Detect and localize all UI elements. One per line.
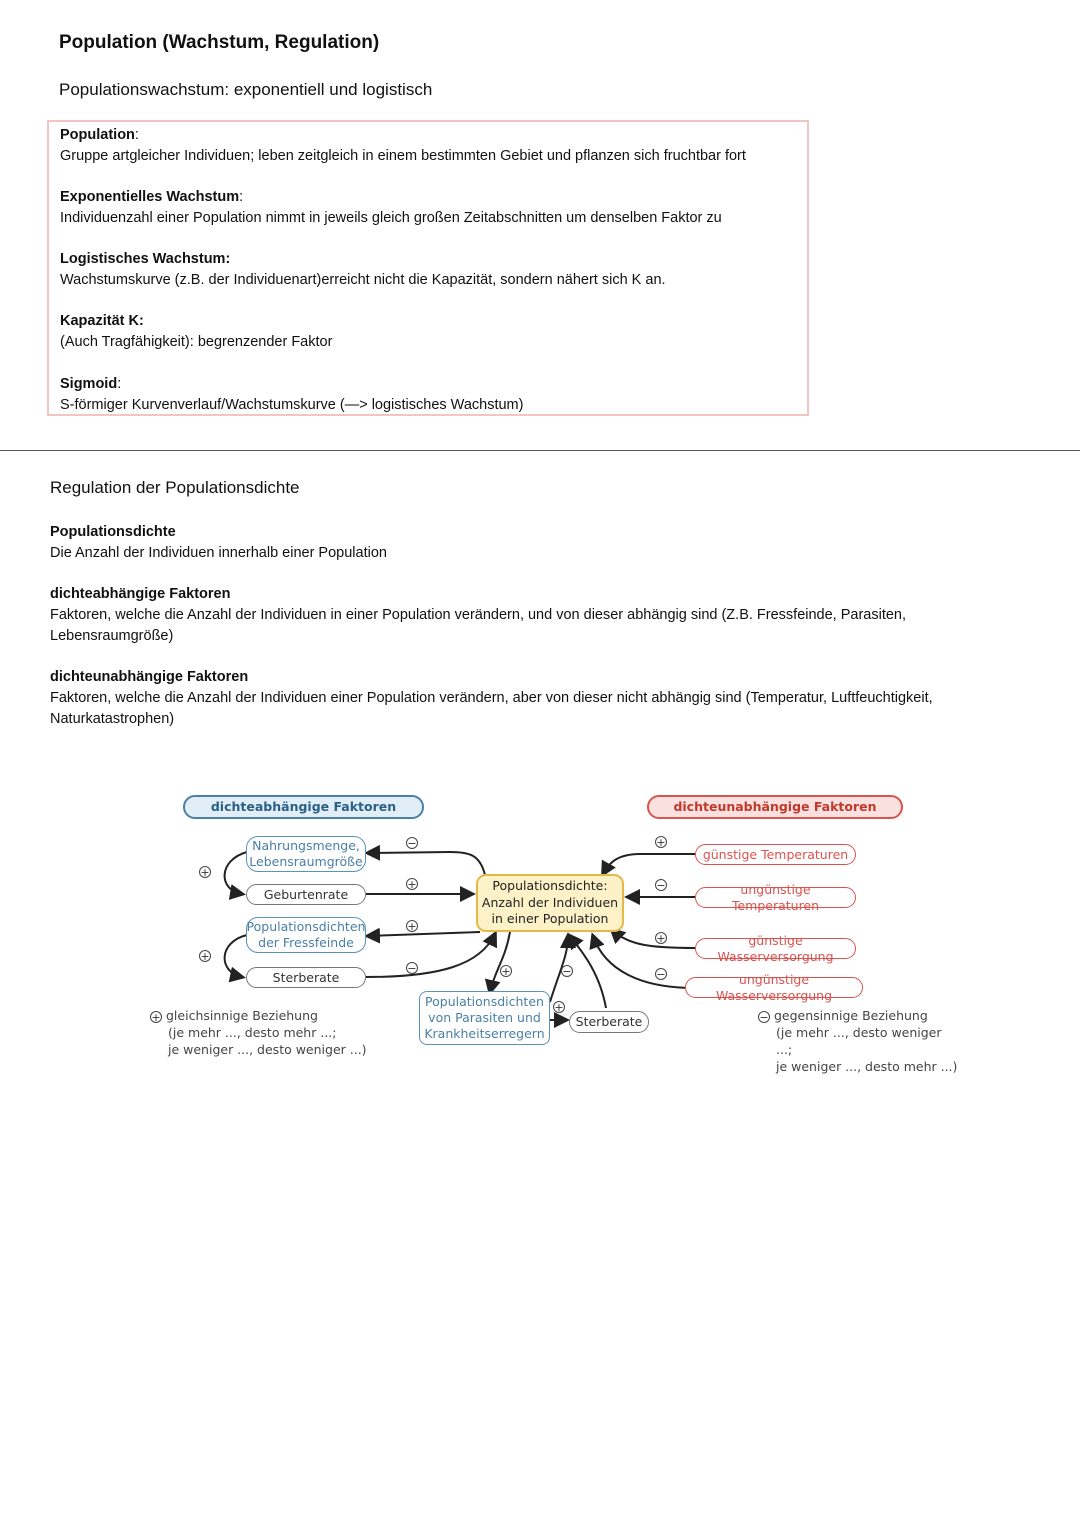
legend-line: (je mehr ..., desto mehr ...; (168, 1025, 337, 1040)
definition-text: Gruppe artgleicher Individuen; leben zeitgleich in einem bestimmten Gebiet und pflanzen sich fruchtbar fort (60, 148, 746, 164)
regulation-diagram (150, 770, 960, 1120)
definitions-box (47, 120, 809, 416)
block-populationsdichte (50, 522, 970, 564)
legend-line: je weniger ..., desto mehr ...) (776, 1059, 958, 1074)
definition-term: Population (60, 127, 135, 143)
legend-minus (758, 1007, 960, 1075)
node-unguenstige-temperaturen: ungünstige Temperaturen (695, 887, 856, 908)
node-guenstige-temperaturen: günstige Temperaturen (695, 844, 856, 865)
definition-text: Individuenzahl einer Population nimmt in jeweils gleich großen Zeitabschnitten um denselben Faktor zu (60, 210, 722, 226)
loop-fressfeinde-sterberate (225, 935, 247, 977)
center-line: Populationsdichte: (492, 878, 608, 894)
arrow-sterberate-to-center (366, 934, 495, 977)
page-title: Population (Wachstum, Regulation) (59, 32, 380, 53)
node-line: Populationsdichten (246, 919, 366, 934)
definition-text: Wachstumskurve (z.B. der Individuenart)erreicht nicht die Kapazität, sondern nähert sich K an. (60, 272, 666, 288)
arrow-center-to-parasiten (490, 932, 510, 992)
section-divider (0, 450, 1080, 451)
node-line: Populationsdichten (425, 994, 544, 1009)
definition-term: Kapazität K: (60, 313, 144, 329)
block-text: Die Anzahl der Individuen innerhalb einer Population (50, 545, 387, 561)
arrow-center-to-nahrung (368, 852, 485, 875)
minus-icon: − (407, 962, 417, 975)
center-node (476, 874, 624, 932)
definition-suffix: : (134, 127, 139, 143)
plus-icon: + (656, 836, 666, 849)
center-line: Anzahl der Individuen (481, 894, 619, 910)
node-sterberate-bottom: Sterberate (569, 1011, 649, 1033)
definition-population (60, 125, 746, 167)
legend-title: gleichsinnige Beziehung (166, 1008, 318, 1023)
minus-icon: − (656, 879, 666, 892)
node-line: Nahrungsmenge, (252, 838, 360, 853)
definition-term: Sigmoid (60, 376, 118, 392)
plus-icon: + (407, 878, 417, 891)
node-nahrungsmenge (246, 836, 366, 872)
definition-sigmoid (60, 374, 523, 416)
node-geburtenrate: Geburtenrate (246, 884, 366, 905)
definition-suffix: : (117, 376, 122, 392)
minus-icon: − (407, 837, 417, 850)
definition-text: (Auch Tragfähigkeit): begrenzender Faktor (60, 334, 333, 350)
block-text: Faktoren, welche die Anzahl der Individuen einer Population verändern, aber von dieser nicht abhängig sind (Temperatur, Luftfeuchtigkeit, Naturkatastrophen) (50, 690, 933, 727)
definition-term: Exponentielles Wachstum (60, 189, 240, 205)
definition-exponentielles-wachstum (60, 187, 722, 229)
legend-plus (150, 1007, 367, 1058)
definition-logistisches-wachstum (60, 249, 666, 291)
block-dichteunabhaengige-faktoren (50, 667, 970, 730)
plus-icon: + (200, 866, 210, 879)
arrow-sterberate-to-center-bottom (570, 936, 606, 1008)
block-term: dichteunabhängige Faktoren (50, 669, 249, 685)
block-text: Faktoren, welche die Anzahl der Individuen in einer Population verändern, und von dieser abhängig sind (Z.B. Fressfeinde, Parasiten, Lebensraumgröße) (50, 607, 907, 644)
block-dichteabhaengige-faktoren (50, 584, 970, 647)
node-sterberate-left: Sterberate (246, 967, 366, 988)
plus-icon: + (200, 950, 210, 963)
node-fressfeinde (246, 917, 366, 953)
node-line: von Parasiten und (428, 1010, 541, 1025)
minus-icon: − (562, 965, 572, 978)
section-heading: Regulation der Populationsdichte (50, 478, 300, 497)
minus-icon: − (656, 968, 666, 981)
definition-kapazitaet (60, 311, 332, 353)
plus-icon: + (151, 1011, 161, 1024)
node-guenstige-wasserversorgung: günstige Wasserversorgung (695, 938, 856, 959)
plus-icon: + (501, 965, 511, 978)
node-parasiten (419, 991, 550, 1045)
minus-icon: − (759, 1011, 769, 1024)
header-dichteabhaengig: dichteabhängige Faktoren (183, 795, 424, 819)
definition-suffix: : (239, 189, 244, 205)
arrow-wasser-guenstig (612, 930, 695, 948)
block-term: Populationsdichte (50, 524, 176, 540)
arrow-temp-guenstig (603, 854, 695, 874)
legend-line: je weniger ..., desto weniger ...) (168, 1042, 367, 1057)
legend-title: gegensinnige Beziehung (774, 1008, 928, 1023)
block-term: dichteabhängige Faktoren (50, 586, 231, 602)
plus-icon: + (656, 932, 666, 945)
node-line: der Fressfeinde (258, 935, 354, 950)
center-line: in einer Population (491, 911, 609, 927)
node-line: Lebensraumgröße (249, 854, 363, 869)
arrow-center-to-fressfeinde (368, 932, 480, 936)
legend-line: (je mehr ..., desto weniger ...; (776, 1025, 942, 1057)
arrow-wasser-unguenstig (593, 936, 695, 988)
definition-term: Logistisches Wachstum: (60, 251, 231, 267)
plus-icon: + (554, 1001, 564, 1014)
definition-text: S-förmiger Kurvenverlauf/Wachstumskurve (—> logistisches Wachstum) (60, 397, 524, 413)
plus-icon: + (407, 920, 417, 933)
loop-nahrung-geburtenrate (225, 852, 247, 894)
node-unguenstige-wasserversorgung: ungünstige Wasserversorgung (685, 977, 863, 998)
header-dichteunabhaengig: dichteunabhängige Faktoren (647, 795, 903, 819)
page-subtitle: Populationswachstum: exponentiell und logistisch (59, 80, 433, 99)
node-line: Krankheitserregern (424, 1026, 545, 1041)
